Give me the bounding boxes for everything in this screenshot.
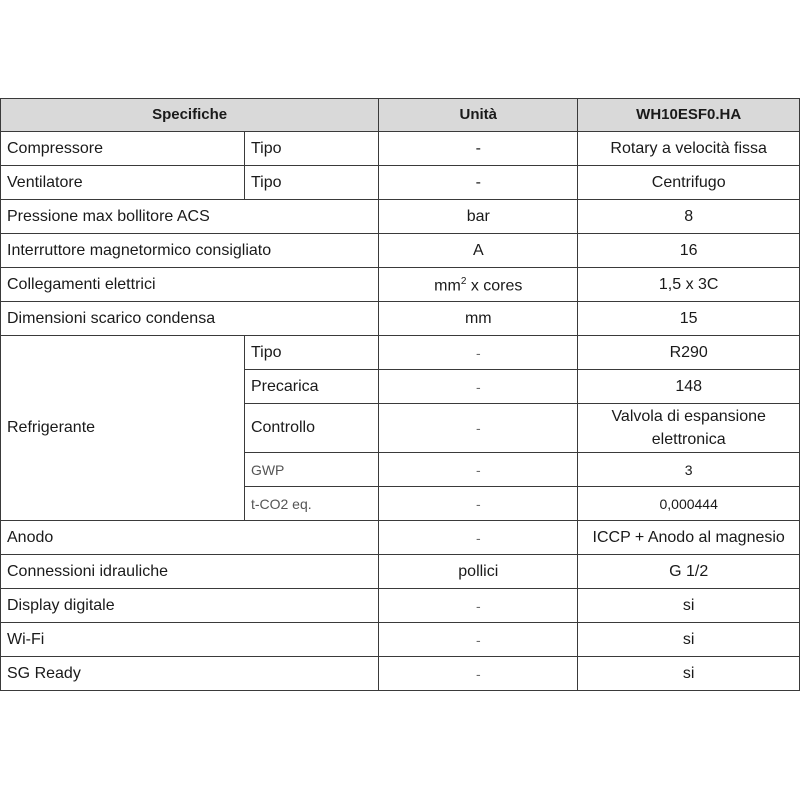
row-value: ICCP + Anodo al magnesio — [578, 521, 800, 555]
row-value: 148 — [578, 370, 800, 404]
row-unit — [379, 268, 578, 302]
row-label: SG Ready — [1, 657, 379, 691]
table-row — [1, 336, 800, 370]
row-unit: - — [379, 657, 578, 691]
row-label: Wi-Fi — [1, 623, 379, 657]
table-row — [1, 166, 800, 200]
row-label: Connessioni idrauliche — [1, 555, 379, 589]
row-unit: - — [379, 521, 578, 555]
row-value: si — [578, 589, 800, 623]
row-label: Pressione max bollitore ACS — [1, 200, 379, 234]
row-value: Valvola di espansione elettronica — [578, 404, 800, 453]
row-unit: - — [379, 487, 578, 521]
row-sublabel: GWP — [244, 453, 378, 487]
table-row — [1, 268, 800, 302]
row-unit: - — [379, 132, 578, 166]
unit-superscript: 2 — [460, 276, 467, 288]
row-unit: - — [379, 623, 578, 657]
unit-base: mm — [434, 277, 461, 295]
row-unit: - — [379, 370, 578, 404]
row-value: Centrifugo — [578, 166, 800, 200]
row-label: Collegamenti elettrici — [1, 268, 379, 302]
row-value: 16 — [578, 234, 800, 268]
header-unit: Unità — [379, 99, 578, 132]
row-label: Anodo — [1, 521, 379, 555]
row-sublabel: Tipo — [244, 132, 378, 166]
row-unit: bar — [379, 200, 578, 234]
table-row — [1, 657, 800, 691]
row-sublabel: Controllo — [244, 404, 378, 453]
row-unit: - — [379, 589, 578, 623]
row-label: Interruttore magnetormico consigliato — [1, 234, 379, 268]
table-row — [1, 132, 800, 166]
table-row — [1, 200, 800, 234]
row-unit: A — [379, 234, 578, 268]
row-label: Compressore — [1, 132, 245, 166]
table-row — [1, 589, 800, 623]
table-row — [1, 234, 800, 268]
table-row — [1, 555, 800, 589]
table-row — [1, 302, 800, 336]
header-spec: Specifiche — [1, 99, 379, 132]
row-label: Ventilatore — [1, 166, 245, 200]
row-value: G 1/2 — [578, 555, 800, 589]
row-value: 0,000444 — [578, 487, 800, 521]
row-value: 15 — [578, 302, 800, 336]
row-unit: pollici — [379, 555, 578, 589]
row-unit: mm — [379, 302, 578, 336]
row-sublabel: Tipo — [244, 336, 378, 370]
row-unit: - — [379, 453, 578, 487]
row-value: R290 — [578, 336, 800, 370]
row-unit: - — [379, 336, 578, 370]
row-unit: - — [379, 404, 578, 453]
table-row — [1, 521, 800, 555]
row-value: Rotary a velocità fissa — [578, 132, 800, 166]
row-label: Display digitale — [1, 589, 379, 623]
row-sublabel: Tipo — [244, 166, 378, 200]
row-value: 1,5 x 3C — [578, 268, 800, 302]
table-row — [1, 623, 800, 657]
header-model: WH10ESF0.HA — [578, 99, 800, 132]
row-value: 3 — [578, 453, 800, 487]
row-sublabel: Precarica — [244, 370, 378, 404]
table-header-row — [1, 99, 800, 132]
row-value: si — [578, 623, 800, 657]
specifications-table — [0, 98, 800, 691]
row-value: si — [578, 657, 800, 691]
row-label: Dimensioni scarico condensa — [1, 302, 379, 336]
row-sublabel: t-CO2 eq. — [244, 487, 378, 521]
row-label-refrigerante: Refrigerante — [1, 336, 245, 521]
row-unit: - — [379, 166, 578, 200]
unit-rest: x cores — [466, 277, 523, 295]
row-value: 8 — [578, 200, 800, 234]
